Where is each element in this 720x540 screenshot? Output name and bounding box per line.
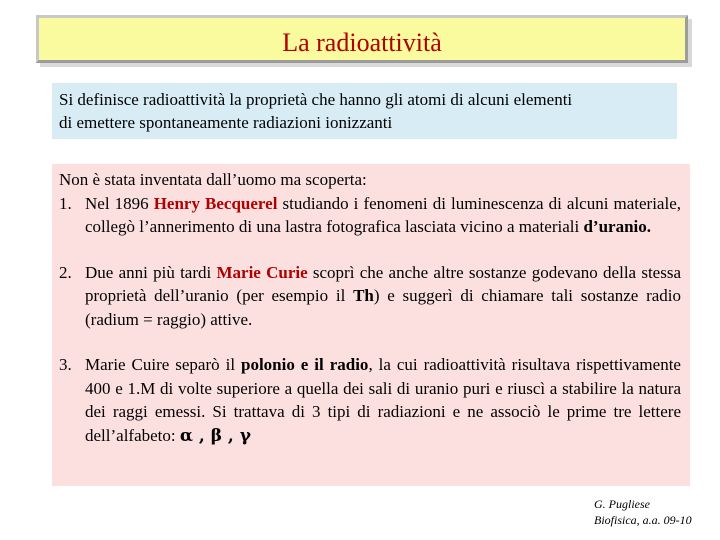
item-text-part: ) e suggerì di chiamare tali sostanze radio (radium = raggio) attive. — [85, 286, 681, 329]
course-year: Biofisica, a.a. 09-10 — [594, 513, 692, 527]
item-text-part: Nel 1896 — [85, 193, 154, 213]
item-text-part: studiando i fenomeni di luminescenza di alcuni materiale, collegò l’annerimento di una lastra fotografica lasciata vicino a materiali — [85, 193, 681, 236]
item-number: 3. — [59, 355, 72, 374]
item-number: 2. — [59, 262, 72, 282]
author-signature — [594, 496, 692, 528]
history-box — [52, 164, 690, 486]
definition-box — [52, 83, 677, 139]
list-item-3 — [59, 353, 681, 448]
bold-term: d’uranio. — [583, 217, 652, 236]
spacer — [59, 239, 681, 261]
bold-term: polonio e il radio — [241, 355, 369, 374]
definition-line-1: Si definisce radioattività la proprietà che hanno gli atomi di alcuni elementi — [59, 90, 573, 109]
person-name-curie: Marie Curie — [216, 262, 308, 282]
item-text-part: scoprì che anche altre sostanze godevano della stessa proprietà dell’uranio (per esempio il — [85, 262, 682, 305]
item-text-part: Due anni più tardi — [85, 262, 217, 282]
list-item-1 — [59, 192, 681, 239]
list-item-2 — [59, 261, 681, 332]
person-name-becquerel: Henry Becquerel — [153, 193, 278, 213]
spacer — [59, 331, 681, 353]
slide-title: La radioattività — [282, 28, 442, 57]
bold-term: Th — [353, 286, 374, 305]
item-number: 1. — [59, 193, 72, 213]
greek-letters: α , β , γ — [179, 425, 251, 446]
item-text-part: Marie Cuire separò il — [85, 355, 241, 374]
item-text — [85, 353, 681, 448]
definition-line-2: di emettere spontaneamente radiazioni ionizzanti — [59, 113, 393, 132]
item-text-part: , la cui radioattività risultava rispettivamente 400 e 1.M di volte superiore a quella dei sali di uranio puri e riuscì a stabilire la natura dei raggi emessi. Si trattava di 3 tipi di radiazioni e ne associò le prime tre lettere dell’alfabeto: — [85, 355, 681, 445]
item-text — [85, 261, 681, 332]
title-banner — [36, 15, 688, 63]
item-text — [85, 192, 681, 239]
author-name: G. Pugliese — [594, 497, 650, 511]
intro-text: Non è stata inventata dall’uomo ma scoperta: — [59, 170, 367, 189]
